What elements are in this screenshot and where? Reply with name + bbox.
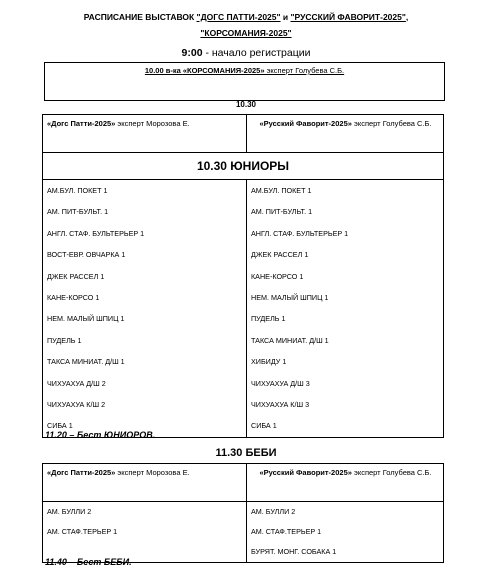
korsomania-box [44,62,445,101]
list-item: АНГЛ. СТАФ. БУЛЬТЕРЬЕР 1 [47,228,145,238]
registration-time: 9:00 [181,47,203,59]
list-item: ЧИХУАХУА К/Ш 3 [251,399,310,409]
list-item: ТАКСА МИНИАТ. Д/Ш 1 [47,357,125,367]
title-suffix: , [405,12,409,22]
juniors-table [42,114,444,438]
baby-table [42,463,444,563]
baby-judge-right-show: «Русский Фаворит-2025» [259,468,352,477]
judge-right-expert: эксперт Голубева С.Б. [351,119,432,128]
list-item: ЧИХУАХУА Д/Ш 2 [47,378,106,388]
list-item: ЧИХУАХУА Д/Ш 3 [251,378,310,388]
baby-right-column [247,502,444,563]
juniors-right-column [247,180,444,438]
list-item: НЕМ. МАЛЫЙ ШПИЦ 1 [251,292,329,302]
registration-line [0,47,492,59]
list-item: ПУДЕЛЬ 1 [251,314,286,324]
list-item: НЕМ. МАЛЫЙ ШПИЦ 1 [47,314,125,324]
list-item: ЧИХУАХУА К/Ш 2 [47,399,106,409]
title-show-russkiy-favorit: "РУССКИЙ ФАВОРИТ-2025" [290,12,406,22]
list-item: АМ.БУЛ. ПОКЕТ 1 [251,186,312,195]
list-item: ПУДЕЛЬ 1 [47,335,82,345]
list-item: АМ. ПИТ-БУЛЬТ. 1 [251,207,313,217]
list-item: АНГЛ. СТАФ. БУЛЬТЕРЬЕР 1 [251,228,349,238]
best-juniors-label: 11.20 – Бест ЮНИОРОВ. [45,430,156,440]
list-item: СИБА 1 [251,421,277,431]
korsomania-show: «КОРСОМАНИЯ-2025» [182,66,265,75]
best-baby-label: 11.40 – Бест БЕБИ. [45,557,132,567]
list-item: ДЖЕК РАССЕЛ 1 [47,271,105,281]
schedule-title-line1 [0,12,492,22]
schedule-title-line2: "КОРСОМАНИЯ-2025" [200,28,292,38]
baby-judge-left-expert: эксперт Морозова Е. [115,468,190,477]
title-prefix: РАСПИСАНИЕ ВЫСТАВОК [83,12,197,22]
title-show-dogs-patti: "ДОГС ПАТТИ-2025" [196,12,281,22]
judge-right-cell [247,115,444,153]
baby-judge-left-show: «Догс Патти-2025» [47,468,116,477]
korsomania-expert: эксперт Голубева С.Б. [264,66,345,75]
list-item: КАНЕ-КОРСО 1 [47,292,100,302]
registration-text: - начало регистрации [202,47,311,59]
judge-left-cell [43,115,247,153]
list-item: АМ.БУЛ. ПОКЕТ 1 [47,186,108,195]
baby-judge-right-expert: эксперт Голубева С.Б. [351,468,432,477]
main-time-label: 10.30 [235,100,257,109]
judge-right-show: «Русский Фаворит-2025» [259,119,352,128]
list-item: ВОСТ-ЕВР. ОВЧАРКА 1 [47,250,126,260]
list-item: БУРЯТ. МОНГ. СОБАКА 1 [251,547,337,556]
list-item: ДЖЕК РАССЕЛ 1 [251,250,309,260]
baby-heading: 11.30 БЕБИ [215,447,277,459]
baby-judge-left-cell [43,464,247,502]
list-item: ТАКСА МИНИАТ. Д/Ш 1 [251,335,329,345]
judge-left-expert: эксперт Морозова Е. [115,119,190,128]
list-item: АМ. БУЛЛИ 2 [47,507,92,516]
korsomania-cell [45,63,445,101]
judge-left-show: «Догс Патти-2025» [47,119,116,128]
list-item: КАНЕ-КОРСО 1 [251,271,304,281]
list-item: ХИБИДУ 1 [251,357,287,367]
list-item: АМ. БУЛЛИ 2 [251,507,296,516]
title-mid: и [280,12,291,22]
list-item: АМ. ПИТ-БУЛЬТ. 1 [47,207,109,217]
baby-judge-right-cell [247,464,444,502]
list-item: СИБА 1 [47,421,73,431]
juniors-heading: 10.30 ЮНИОРЫ [43,153,444,180]
baby-left-column [43,502,247,563]
korsomania-time: 10.00 в-ка [144,66,183,75]
list-item: АМ. СТАФ.ТЕРЬЕР 1 [251,527,322,536]
juniors-left-column [43,180,247,438]
list-item: АМ. СТАФ.ТЕРЬЕР 1 [47,527,118,536]
